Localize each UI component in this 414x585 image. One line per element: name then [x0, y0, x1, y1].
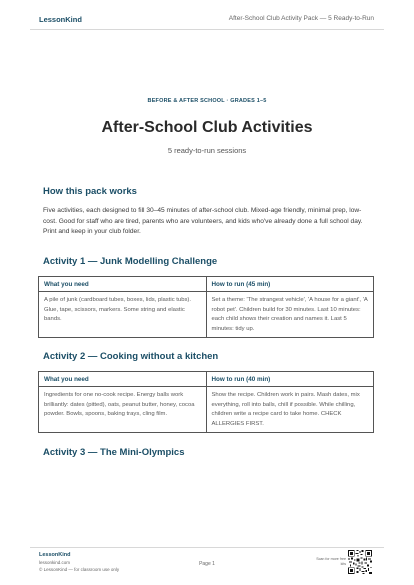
qr-code-icon[interactable]	[348, 550, 372, 574]
activity-2-table	[38, 371, 374, 433]
what-you-need-text: Ingredients for one no-cook recipe. Energy balls work brilliantly: dates (pitted), oats, peanut butter, honey, cocoa powder. Bowls, spoons, baking trays, cling film.	[44, 392, 195, 418]
page-number: Page 1	[199, 561, 215, 567]
how-to-run-text: Show the recipe. Children work in pairs. Mash dates, mix everything, roll into balls, chill if possible. While chilling, children write a recipe card to take home. CHECK ALLERGIES FIRST.	[211, 392, 360, 427]
header-divider	[30, 29, 384, 30]
how-to-run-column	[206, 372, 374, 432]
page-header	[0, 0, 414, 40]
activity-1-heading: Activity 1 — Junk Modelling Challenge	[43, 256, 218, 267]
page-title: After-School Club Activities	[101, 119, 313, 136]
how-to-run-column	[206, 277, 374, 337]
activity-2-heading: Activity 2 — Cooking without a kitchen	[43, 351, 219, 362]
what-you-need-heading: What you need	[39, 372, 206, 387]
footer-divider	[30, 547, 384, 548]
activity-1-table	[38, 276, 374, 338]
eyebrow-label: BEFORE & AFTER SCHOOL · GRADES 1–5	[147, 98, 267, 104]
footer-website-link[interactable]: lessonkind.com	[39, 560, 71, 565]
footer-copyright: © LessonKind — for classroom use only	[39, 567, 120, 572]
activity-3-heading: Activity 3 — The Mini-Olympics	[43, 447, 185, 458]
footer-brand: LessonKind	[39, 552, 71, 558]
what-you-need-column	[39, 372, 206, 432]
how-to-run-heading: How to run (45 min)	[207, 277, 374, 292]
how-to-run-text: Set a theme: 'The strangest vehicle', 'A house for a giant', 'A robot pet'. Children build for 30 minutes. Last 10 minutes: each child shows their creation and names it. Last 5 minutes: tidy up.	[211, 297, 368, 332]
page-subtitle: 5 ready-to-run sessions	[167, 146, 247, 155]
qr-caption: Scan for more free kits	[316, 557, 346, 566]
intro-paragraph: Five activities, each designed to fill 30–45 minutes of after-school club. Mixed-age friendly, minimal prep, low-cost. Good for staff who are tired, parents who are volunteers, and kids who've already done a full school day. Print and keep in your club folder.	[43, 207, 363, 236]
document-label: After-School Club Activity Pack — 5 Ready-to-Run	[228, 15, 374, 22]
what-you-need-text: A pile of junk (cardboard tubes, boxes, lids, plastic tubs). Glue, tape, scissors, markers. Some string and elastic bands.	[44, 297, 192, 323]
what-you-need-heading: What you need	[39, 277, 206, 292]
how-to-run-heading: How to run (40 min)	[207, 372, 374, 387]
brand-name: LessonKind	[39, 15, 82, 24]
intro-heading: How this pack works	[43, 186, 137, 197]
what-you-need-column	[39, 277, 206, 337]
